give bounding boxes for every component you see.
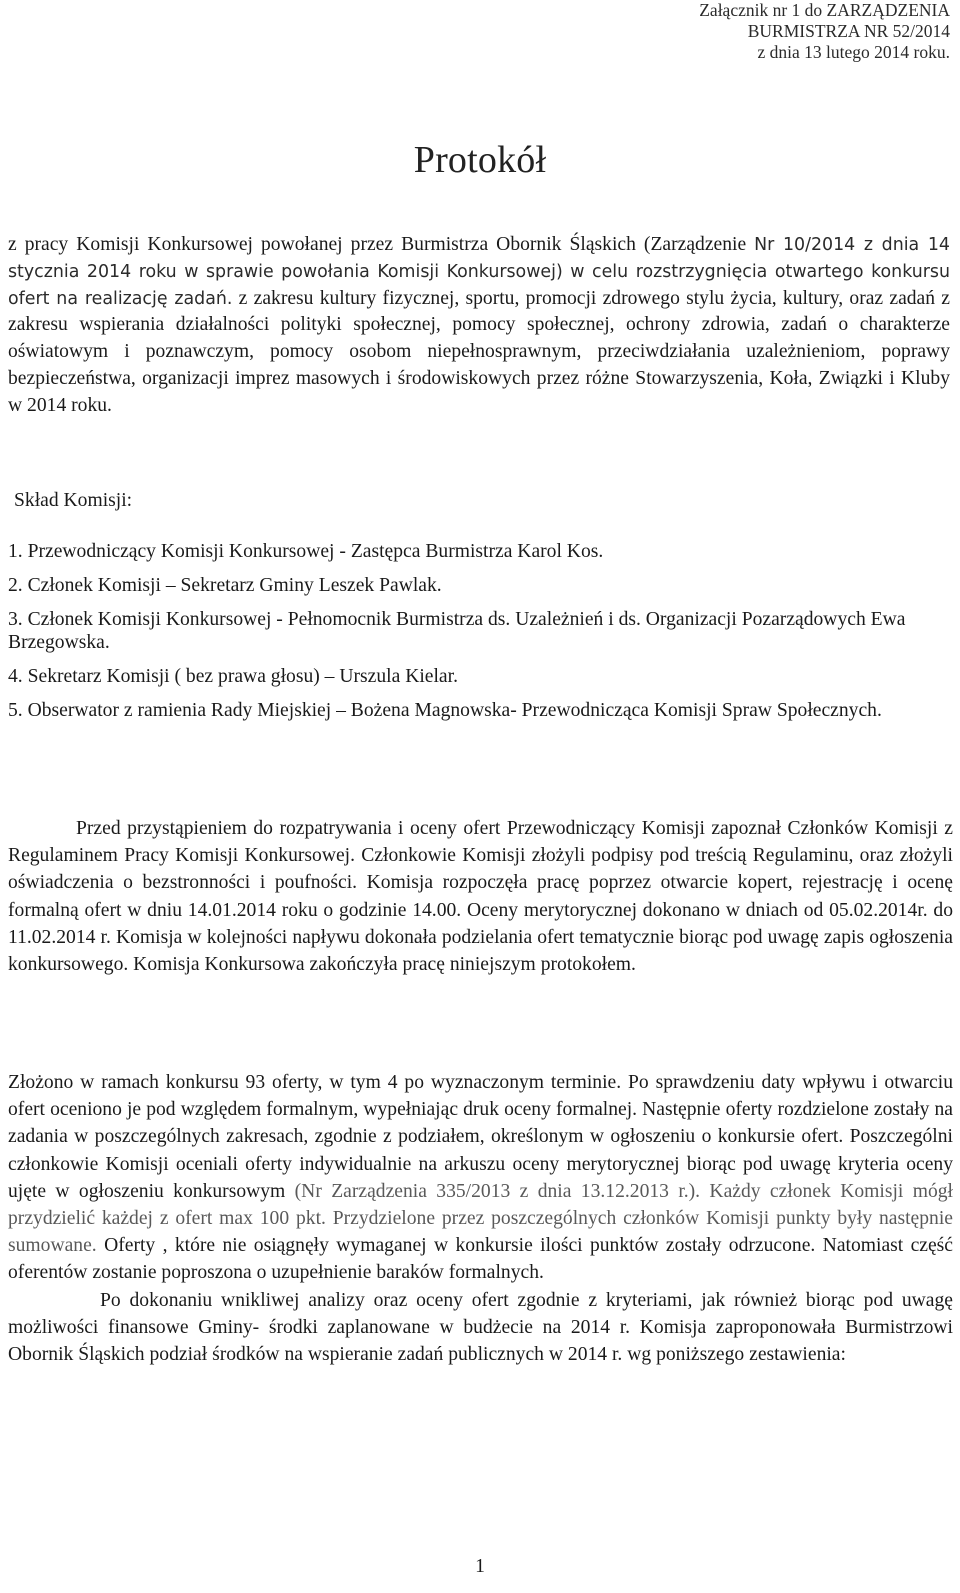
member-item: 3. Członek Komisji Konkursowej - Pełnomocnik Burmistrza ds. Uzależnień i ds. Organizacji Pozarządowych Ewa Brzegowska. bbox=[8, 609, 906, 653]
paragraph-procedure bbox=[8, 815, 953, 978]
header-note-line3: z dnia 13 lutego 2014 roku. bbox=[757, 42, 950, 62]
header-note-line2: BURMISTRZA NR 52/2014 bbox=[747, 21, 950, 41]
document-title: Protokół bbox=[413, 139, 547, 181]
header-note-line1: Załącznik nr 1 do ZARZĄDZENIA bbox=[699, 0, 950, 20]
header-note bbox=[699, 0, 950, 63]
intro-part2: Nr 10/2014 z dnia 14 stycznia 2014 roku w sprawie powołania Komisji Konkursowej) w celu rozstrzygnięcia otwartego konkursu ofert na realizację zadań. bbox=[8, 235, 950, 309]
paragraph-evaluation-text bbox=[8, 1069, 953, 1287]
member-item: 2. Członek Komisji – Sekretarz Gminy Leszek Pawlak. bbox=[8, 575, 442, 596]
intro-part1: z pracy Komisji Konkursowej powołanej przez Burmistrza Obornik Śląskich (Zarządzenie bbox=[8, 234, 755, 255]
committee-heading: Skład Komisji: bbox=[14, 490, 133, 511]
paragraph-evaluation bbox=[8, 1069, 953, 1368]
intro-paragraph bbox=[8, 232, 950, 420]
member-item: 1. Przewodniczący Komisji Konkursowej - Zastępca Burmistrza Karol Kos. bbox=[8, 541, 604, 562]
member-item: 5. Obserwator z ramienia Rady Miejskiej – Bożena Magnowska- Przewodnicząca Komisji Spraw Społecznych. bbox=[8, 700, 882, 721]
evaluation-part-c: Oferty , które nie osiągnęły wymaganej w konkursie ilości punktów zostały odrzucone. Natomiast część oferentów zostanie poproszona o uzupełnienie baraków formalnych. bbox=[8, 1235, 953, 1284]
evaluation-part-b: (Nr Zarządzenia 335/2013 z dnia 13.12.2013 r.). Każdy członek Komisji mógł przydzielić każdej z ofert max 100 pkt. Przydzielone przez poszczególnych członków Komisji punkty były następnie sumowane. bbox=[8, 1180, 953, 1257]
paragraph-conclusion-text: Po dokonaniu wnikliwej analizy oraz oceny ofert zgodnie z kryteriami, jak również biorąc pod uwagę możliwości finansowe Gminy- środki zaplanowane w budżecie na 2014 r. Komisja zaproponowała Burmistrzowi Obornik Śląskich podział środków na wspieranie zadań publicznych w 2014 r. wg poniższego zestawienia: bbox=[8, 1289, 953, 1366]
page-number: 1 bbox=[475, 1556, 485, 1577]
committee-members-list bbox=[8, 540, 938, 733]
intro-part3: z zakresu kultury fizycznej, sportu, promocji zdrowego stylu życia, kultury, oraz zadań z zakresu wspierania działalności polityki społecznej, pomocy społecznej, ochrony zdrowia, zadań o charakterze oświatowym i poznawczym, pomocy osobom niepełnosprawnym, przeciwdziałania uzależnieniom, poprawy bezpieczeństwa, organizacji imprez masowych i środowiskowych przez różne Stowarzyszenia, Koła, Związki i Kluby w 2014 roku. bbox=[8, 287, 950, 416]
paragraph-procedure-text: Przed przystąpieniem do rozpatrywania i oceny ofert Przewodniczący Komisji zapoznał Członków Komisji z Regulaminem Pracy Komisji Konkursowej. Członkowie Komisji złożyli podpisy pod treścią Regulaminu, oraz złożyli oświadczenia o bezstronności i poufności. Komisja rozpoczęła pracę poprzez otwarcie kopert, rejestrację i ocenę formalną ofert w dniu 14.01.2014 roku o godzinie 14.00. Oceny merytorycznej dokonano w dniach od 05.02.2014r. do 11.02.2014 r. Komisja w kolejności napływu dokonała podzielania ofert tematycznie biorąc pod uwagę zapis ogłoszenia konkursowego. Komisja Konkursowa zakończyła pracę niniejszym protokołem. bbox=[8, 818, 953, 976]
evaluation-part-a: Złożono w ramach konkursu 93 oferty, w tym 4 po wyznaczonym terminie. Po sprawdzeniu daty wpływu i otwarciu ofert oceniono je pod względem formalnym, wypełniając druk oceny formalnej. Następnie oferty rozdzielone zostały na zadania w poszczególnych zakresach, zgodnie z podziałem, określonym w ogłoszeniu o konkursie ofert. Poszczególni członkowie Komisji oceniali oferty indywidualnie na arkuszu oceny merytorycznej biorąc pod uwagę kryteria oceny ujęte w ogłoszeniu konkursowym bbox=[8, 1072, 953, 1202]
member-item: 4. Sekretarz Komisji ( bez prawa głosu) – Urszula Kielar. bbox=[8, 666, 458, 687]
